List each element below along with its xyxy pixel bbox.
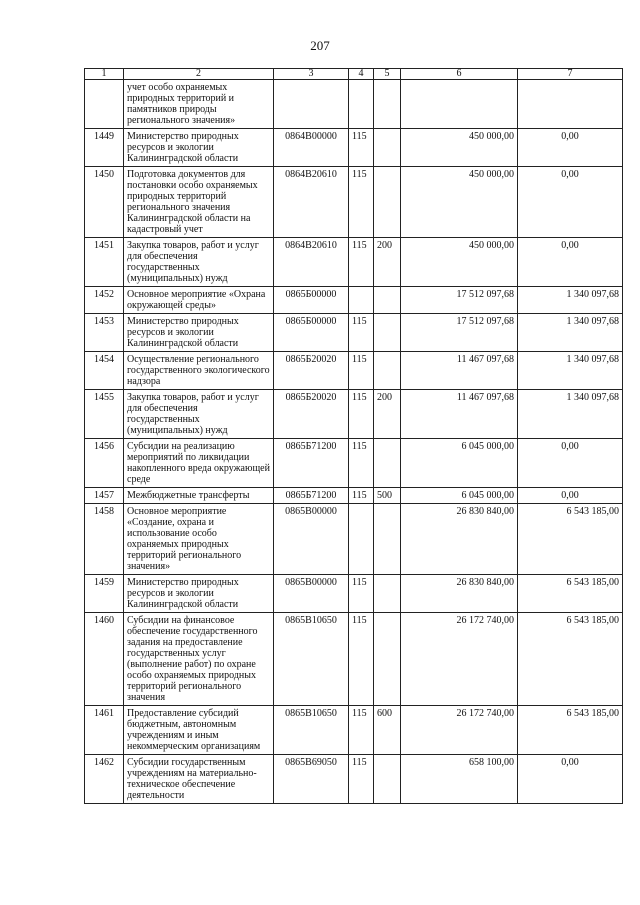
row-amount: 17 512 097,68: [401, 287, 518, 314]
column-header: 5: [374, 69, 401, 80]
row-amount-secondary: 0,00: [518, 488, 623, 504]
row-expense-type: [374, 439, 401, 488]
row-expense-type: [374, 755, 401, 804]
row-amount: 17 512 097,68: [401, 314, 518, 352]
row-name: Межбюджетные трансферты: [124, 488, 274, 504]
row-amount: 6 045 000,00: [401, 439, 518, 488]
row-section: [349, 80, 374, 129]
row-section: [349, 287, 374, 314]
row-code: 0865В10650: [274, 613, 349, 706]
row-section: [349, 504, 374, 575]
row-amount-secondary: 1 340 097,68: [518, 352, 623, 390]
table-header-row: [85, 69, 623, 80]
row-name: Субсидии государственным учреждениям на материально-техническое обеспечение деятельности: [124, 755, 274, 804]
row-amount: 26 172 740,00: [401, 613, 518, 706]
row-amount-secondary: 6 543 185,00: [518, 613, 623, 706]
table-row: [85, 238, 623, 287]
row-expense-type: 200: [374, 238, 401, 287]
table-row: [85, 755, 623, 804]
row-expense-type: [374, 80, 401, 129]
table-row: [85, 314, 623, 352]
table-row: [85, 167, 623, 238]
row-number: 1455: [85, 390, 124, 439]
row-name: Основное мероприятие «Охрана окружающей среды»: [124, 287, 274, 314]
row-amount-secondary: 6 543 185,00: [518, 706, 623, 755]
row-section: 115: [349, 352, 374, 390]
row-amount-secondary: 0,00: [518, 167, 623, 238]
table-row: [85, 575, 623, 613]
row-name: Министерство природных ресурсов и экологии Калининградской области: [124, 129, 274, 167]
row-amount: 450 000,00: [401, 238, 518, 287]
row-code: 0865Б00000: [274, 314, 349, 352]
row-amount: 11 467 097,68: [401, 352, 518, 390]
row-section: 115: [349, 314, 374, 352]
row-name: Осуществление регионального государственного экологического надзора: [124, 352, 274, 390]
row-name: Предоставление субсидий бюджетным, автономным учреждениям и иным некоммерческим организациям: [124, 706, 274, 755]
row-amount-secondary: 6 543 185,00: [518, 575, 623, 613]
table-row: [85, 439, 623, 488]
row-expense-type: [374, 575, 401, 613]
row-amount: 450 000,00: [401, 167, 518, 238]
row-amount: 26 830 840,00: [401, 575, 518, 613]
row-section: 115: [349, 390, 374, 439]
row-name: Субсидии на реализацию мероприятий по ликвидации накопленного вреда окружающей среде: [124, 439, 274, 488]
row-code: 0865В00000: [274, 575, 349, 613]
row-number: 1454: [85, 352, 124, 390]
row-expense-type: [374, 613, 401, 706]
row-amount-secondary: 0,00: [518, 129, 623, 167]
row-code: 0865Б00000: [274, 287, 349, 314]
column-header: 6: [401, 69, 518, 80]
row-name: Министерство природных ресурсов и экологии Калининградской области: [124, 314, 274, 352]
row-expense-type: [374, 352, 401, 390]
table-row: [85, 706, 623, 755]
row-number: 1456: [85, 439, 124, 488]
row-name: Министерство природных ресурсов и экологии Калининградской области: [124, 575, 274, 613]
row-amount-secondary: 6 543 185,00: [518, 504, 623, 575]
column-header: 2: [124, 69, 274, 80]
row-name: Основное мероприятие «Создание, охрана и использование особо охраняемых природных территорий регионального значения»: [124, 504, 274, 575]
budget-table: [84, 68, 623, 804]
row-amount-secondary: 1 340 097,68: [518, 287, 623, 314]
row-amount-secondary: 0,00: [518, 755, 623, 804]
row-code: 0865В69050: [274, 755, 349, 804]
row-name: Закупка товаров, работ и услуг для обеспечения государственных (муниципальных) нужд: [124, 390, 274, 439]
row-code: 0864В20610: [274, 167, 349, 238]
row-section: 115: [349, 238, 374, 287]
row-number: 1457: [85, 488, 124, 504]
row-number: 1450: [85, 167, 124, 238]
row-code: 0865В10650: [274, 706, 349, 755]
row-number: 1451: [85, 238, 124, 287]
row-amount-secondary: 1 340 097,68: [518, 314, 623, 352]
row-code: 0865Б20020: [274, 390, 349, 439]
table-row: [85, 80, 623, 129]
table-row: [85, 504, 623, 575]
row-number: 1452: [85, 287, 124, 314]
row-section: 115: [349, 129, 374, 167]
column-header: 7: [518, 69, 623, 80]
column-header: 4: [349, 69, 374, 80]
row-expense-type: [374, 129, 401, 167]
row-amount: 450 000,00: [401, 129, 518, 167]
row-amount-secondary: 0,00: [518, 439, 623, 488]
table-row: [85, 287, 623, 314]
row-amount: 11 467 097,68: [401, 390, 518, 439]
row-amount-secondary: 1 340 097,68: [518, 390, 623, 439]
row-code: 0865В00000: [274, 504, 349, 575]
row-expense-type: 600: [374, 706, 401, 755]
row-code: [274, 80, 349, 129]
row-section: 115: [349, 706, 374, 755]
row-expense-type: 200: [374, 390, 401, 439]
row-expense-type: [374, 287, 401, 314]
row-number: 1461: [85, 706, 124, 755]
table-row: [85, 129, 623, 167]
row-number: 1460: [85, 613, 124, 706]
row-amount: [401, 80, 518, 129]
row-name: Закупка товаров, работ и услуг для обеспечения государственных (муниципальных) нужд: [124, 238, 274, 287]
row-number: [85, 80, 124, 129]
row-section: 115: [349, 613, 374, 706]
row-code: 0865Б71200: [274, 488, 349, 504]
row-number: 1459: [85, 575, 124, 613]
table-row: [85, 390, 623, 439]
column-header: 3: [274, 69, 349, 80]
row-section: 115: [349, 167, 374, 238]
row-amount: 26 172 740,00: [401, 706, 518, 755]
row-section: 115: [349, 439, 374, 488]
table-body: [85, 80, 623, 804]
page-number: 207: [310, 38, 330, 53]
row-code: 0865Б71200: [274, 439, 349, 488]
row-amount: 26 830 840,00: [401, 504, 518, 575]
row-name: Подготовка документов для постановки особо охраняемых природных территорий регионального значения Калининградской области на кадастровый учет: [124, 167, 274, 238]
row-number: 1453: [85, 314, 124, 352]
row-number: 1449: [85, 129, 124, 167]
row-name: учет особо охраняемых природных территорий и памятников природы регионального значения»: [124, 80, 274, 129]
table-row: [85, 613, 623, 706]
column-header: 1: [85, 69, 124, 80]
row-code: 0864В20610: [274, 238, 349, 287]
row-expense-type: [374, 504, 401, 575]
row-section: 115: [349, 575, 374, 613]
row-section: 115: [349, 755, 374, 804]
row-amount: 6 045 000,00: [401, 488, 518, 504]
row-amount: 658 100,00: [401, 755, 518, 804]
row-expense-type: 500: [374, 488, 401, 504]
row-name: Субсидии на финансовое обеспечение государственного задания на предоставление государственных услуг (выполнение работ) по охране особо охраняемых природных территорий регионального значения: [124, 613, 274, 706]
table-row: [85, 352, 623, 390]
row-section: 115: [349, 488, 374, 504]
row-number: 1462: [85, 755, 124, 804]
table-row: [85, 488, 623, 504]
row-expense-type: [374, 167, 401, 238]
row-number: 1458: [85, 504, 124, 575]
row-code: 0865Б20020: [274, 352, 349, 390]
row-amount-secondary: 0,00: [518, 238, 623, 287]
row-amount-secondary: [518, 80, 623, 129]
row-expense-type: [374, 314, 401, 352]
row-code: 0864В00000: [274, 129, 349, 167]
